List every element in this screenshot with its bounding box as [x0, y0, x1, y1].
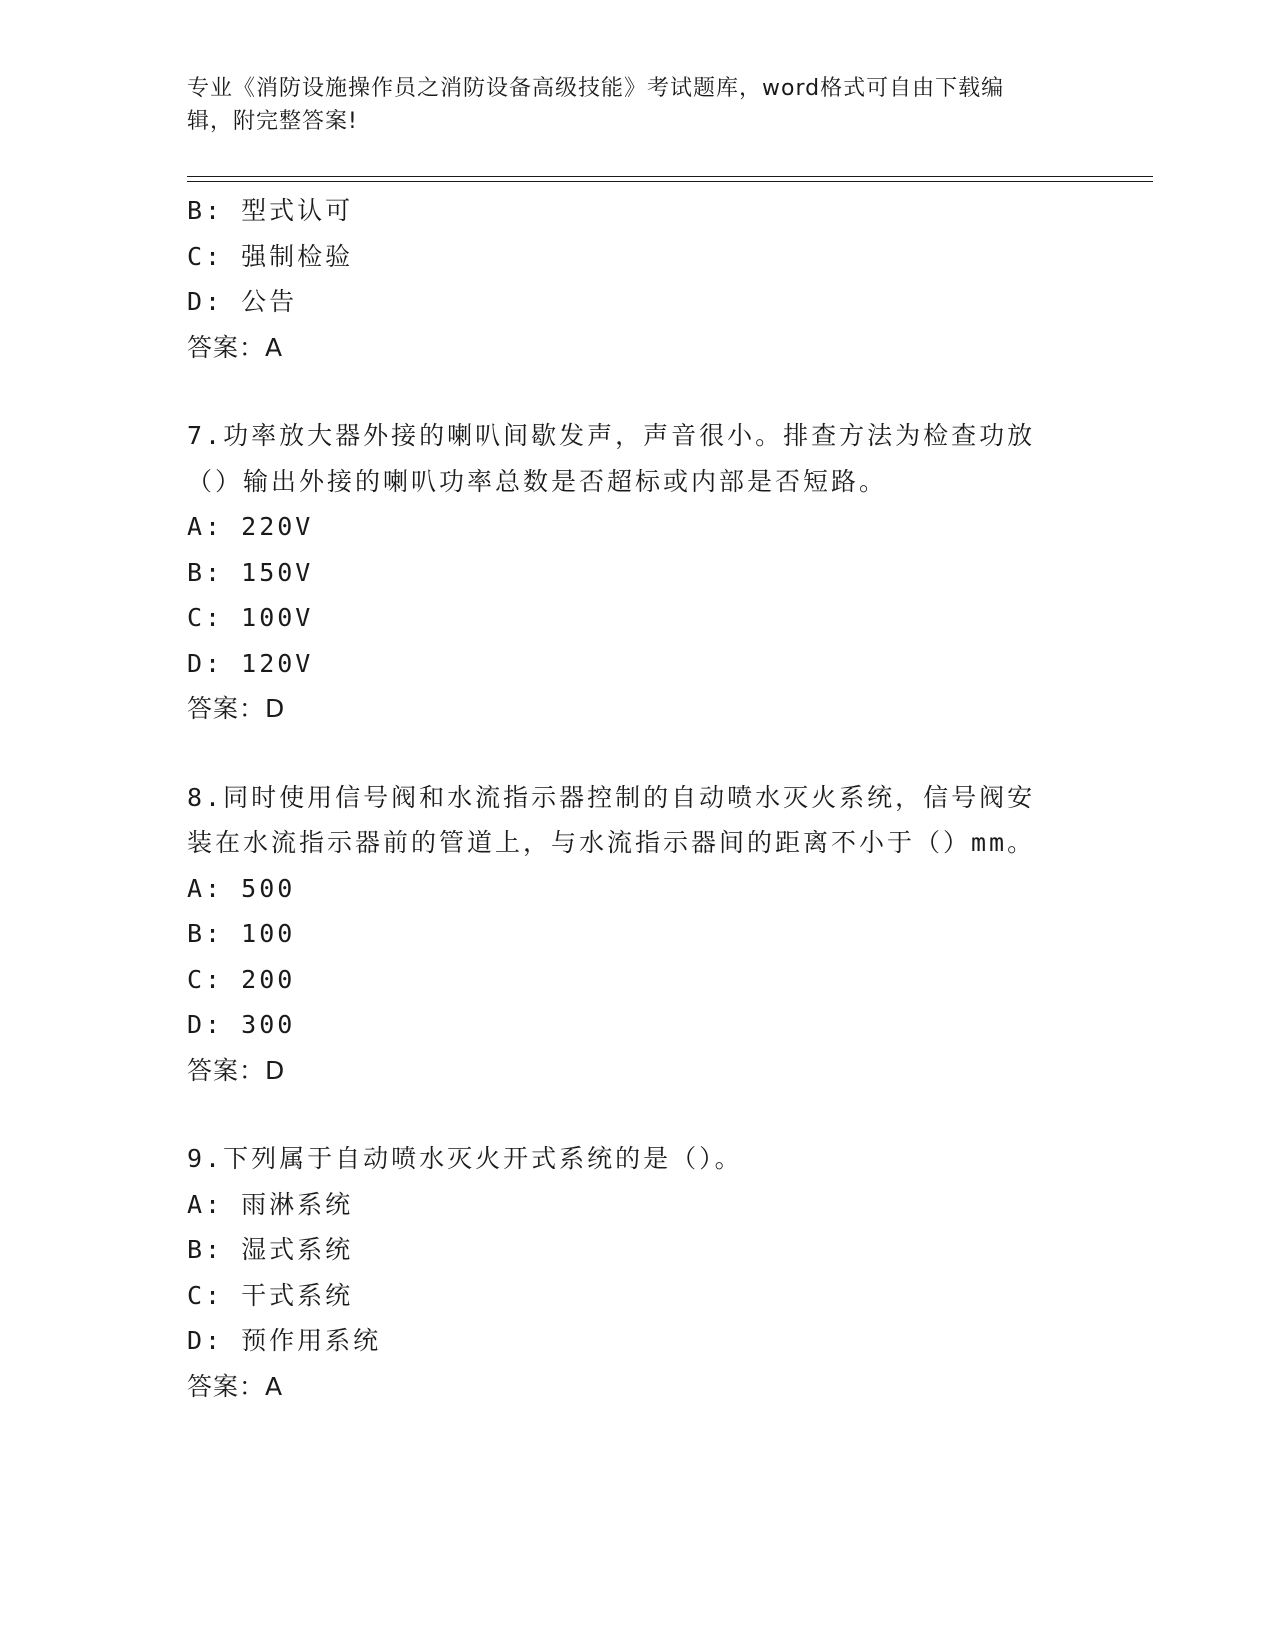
option-a: A: 500 — [187, 873, 296, 903]
option-c: C: 强制检验 — [187, 241, 354, 271]
option-d: D: 公告 — [187, 287, 298, 316]
option-d: D: 120V — [187, 648, 314, 678]
option-c: C: 100V — [187, 603, 314, 632]
page-header — [187, 72, 1067, 138]
question-7-text-line-2: （）输出外接的喇叭功率总数是否超标或内部是否短路。 — [187, 466, 888, 496]
question-7-text-line-1: 7.功率放大器外接的喇叭间歇发声，声音很小。排查方法为检查功放 — [187, 421, 1036, 450]
option-d: D: 预作用系统 — [187, 1326, 382, 1355]
option-a: A: 220V — [187, 512, 314, 541]
option-d: D: 300 — [187, 1010, 296, 1039]
header-divider-bottom — [187, 181, 1153, 182]
option-a: A: 雨淋系统 — [187, 1189, 354, 1219]
answer-line: 答案：A — [187, 1371, 284, 1401]
question-list — [187, 188, 1067, 1409]
header-line-2: 辑，附完整答案! — [187, 109, 358, 134]
header-line-1: 专业《消防设施操作员之消防设备高级技能》考试题库，word格式可自由下载编 — [187, 76, 1005, 101]
question-8-text-line-2: 装在水流指示器前的管道上，与水流指示器间的距离不小于（）mm。 — [187, 828, 1036, 857]
question-spacer — [187, 732, 1067, 775]
header-divider-top — [187, 176, 1153, 177]
answer-line: 答案：D — [187, 694, 286, 723]
question-7 — [187, 413, 1067, 732]
option-c: C: 干式系统 — [187, 1280, 354, 1310]
answer-line: 答案：A — [187, 332, 284, 362]
question-spacer — [187, 370, 1067, 413]
question-8 — [187, 775, 1067, 1094]
option-b: B: 150V — [187, 557, 314, 587]
question-spacer — [187, 1093, 1067, 1136]
question-9 — [187, 1136, 1067, 1409]
question-9-text: 9.下列属于自动喷水灭火开式系统的是（）。 — [187, 1144, 743, 1173]
option-b: B: 型式认可 — [187, 196, 354, 225]
question-8-text-line-1: 8.同时使用信号阀和水流指示器控制的自动喷水灭火系统，信号阀安 — [187, 782, 1036, 812]
option-b: B: 湿式系统 — [187, 1235, 354, 1264]
option-c: C: 200 — [187, 964, 296, 994]
question-6-continued — [187, 188, 1067, 370]
option-b: B: 100 — [187, 919, 296, 948]
answer-line: 答案：D — [187, 1055, 286, 1085]
